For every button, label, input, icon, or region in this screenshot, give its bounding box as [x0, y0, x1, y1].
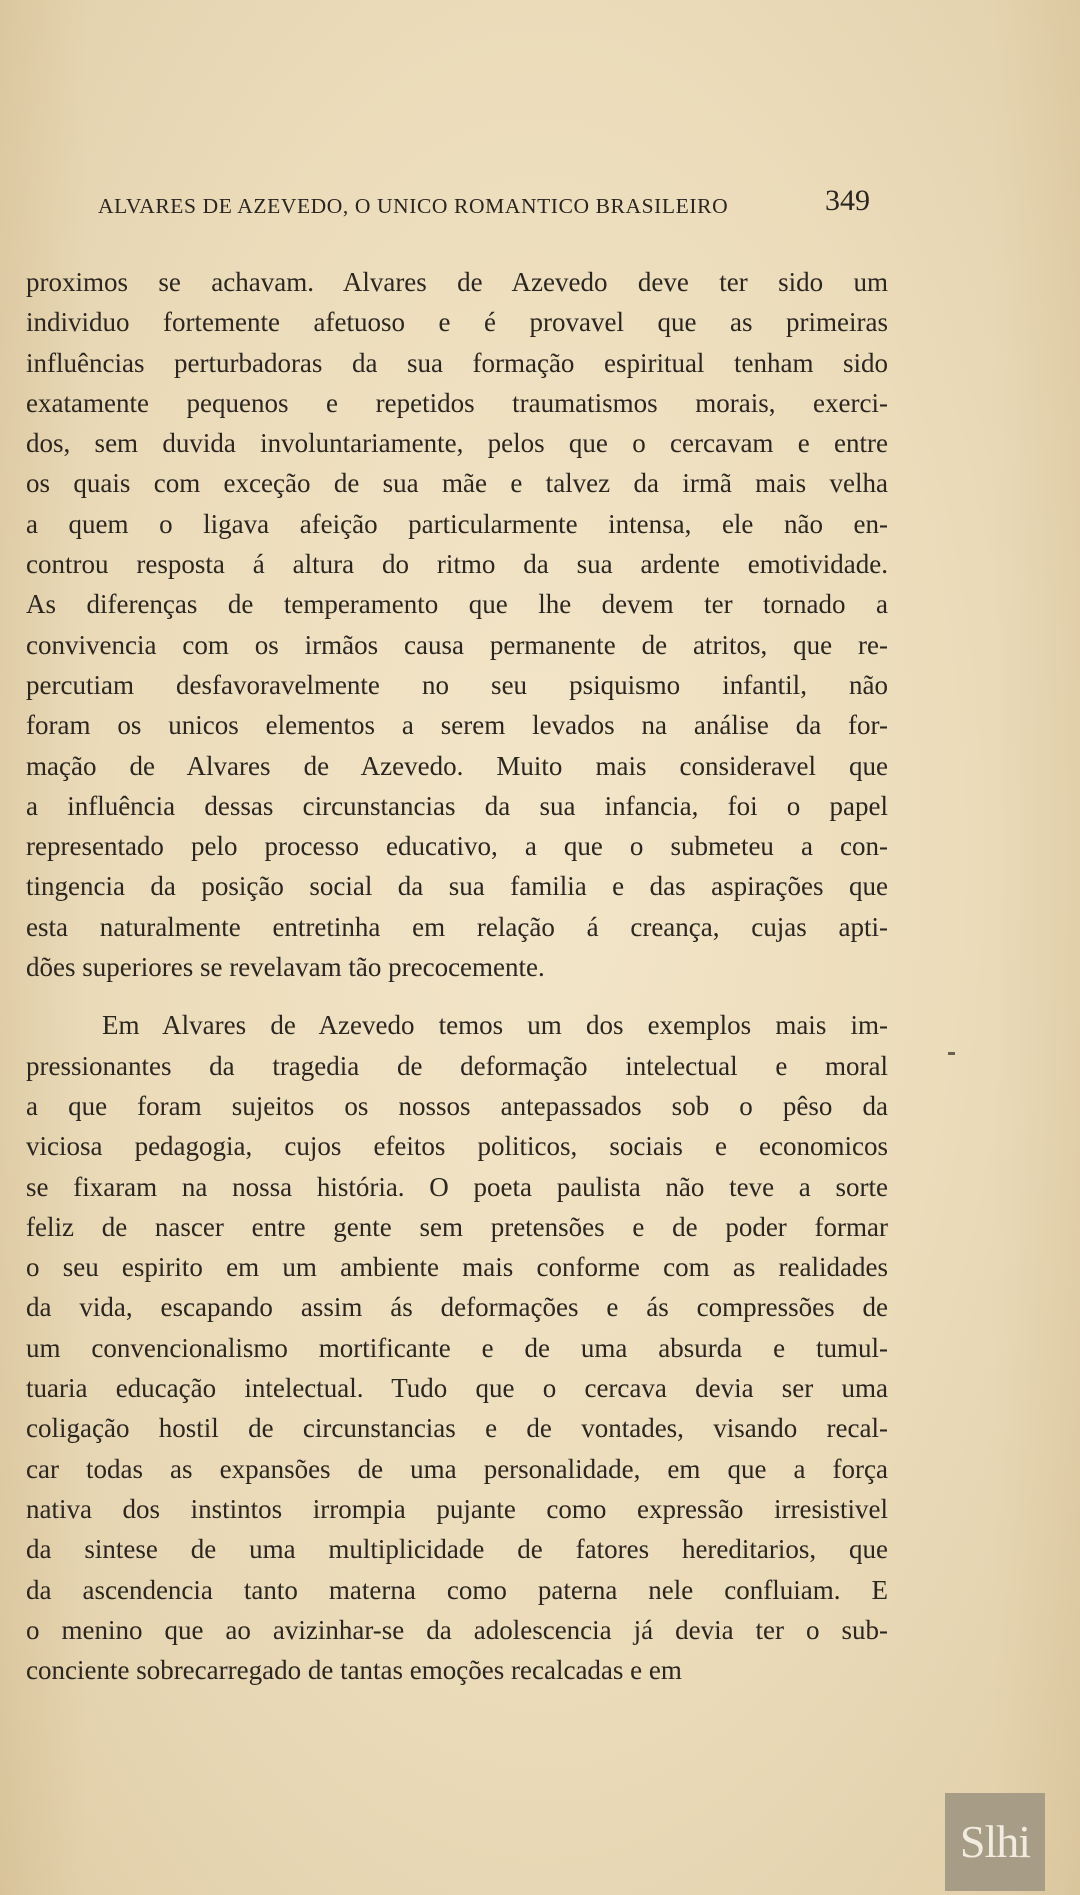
text-line: coligação hostil de circunstancias e de vontades, visando recal- — [26, 1413, 888, 1444]
text-line: viciosa pedagogia, cujos efeitos politicos, sociais e economicos — [26, 1131, 888, 1162]
text-line: exatamente pequenos e repetidos traumatismos morais, exerci- — [26, 387, 888, 418]
text-line: convivencia com os irmãos causa permanente de atritos, que re- — [26, 629, 888, 660]
text-line: tingencia da posição social da sua familia e das aspirações que — [26, 871, 888, 902]
margin-mark — [948, 1052, 955, 1055]
body-text — [26, 262, 888, 1690]
running-title: ALVARES DE AZEVEDO, O UNICO ROMANTICO BRASILEIRO — [98, 194, 729, 218]
text-line: individuo fortemente afetuoso e é provavel que as primeiras — [26, 307, 888, 338]
text-line: influências perturbadoras da sua formação espiritual tenham sido — [26, 347, 888, 378]
text-line: representado pelo processo educativo, a que o submeteu a con- — [26, 831, 888, 862]
text-line: proximos se achavam. Alvares de Azevedo deve ter sido um — [26, 267, 888, 297]
text-line: o menino que ao avizinhar-se da adolescencia já devia ter o sub- — [26, 1614, 888, 1645]
text-line: da sintese de uma multiplicidade de fatores hereditarios, que — [26, 1534, 888, 1565]
text-line: dões superiores se revelavam tão precocemente. — [26, 952, 545, 983]
text-line: feliz de nascer entre gente sem pretensões e de poder formar — [26, 1211, 888, 1242]
running-head — [98, 180, 878, 230]
text-line: da ascendencia tanto materna como paterna nele confluiam. E — [26, 1574, 888, 1605]
text-line: os quais com exceção de sua mãe e talvez da irmã mais velha — [26, 468, 888, 499]
text-line: a que foram sujeitos os nossos antepassados sob o pêso da — [26, 1090, 888, 1121]
text-line: da vida, escapando assim ás deformações e ás compressões de — [26, 1292, 888, 1323]
text-line: a quem o ligava afeição particularmente intensa, ele não en- — [26, 508, 888, 539]
text-line: esta naturalmente entretinha em relação á creança, cujas apti- — [26, 911, 888, 942]
page-number: 349 — [825, 184, 870, 217]
text-line: pressionantes da tragedia de deformação intelectual e moral — [26, 1050, 888, 1081]
text-line: foram os unicos elementos a serem levados na análise da for- — [26, 710, 888, 741]
paragraph-gap — [26, 987, 888, 1005]
text-line: controu resposta á altura do ritmo da sua ardente emotividade. — [26, 549, 888, 580]
text-line: nativa dos instintos irrompia pujante como expressão irresistivel — [26, 1493, 888, 1524]
text-line: As diferenças de temperamento que lhe devem ter tornado a — [26, 589, 888, 620]
text-line: Em Alvares de Azevedo temos um dos exemplos mais im- — [102, 1010, 888, 1041]
text-line: um convencionalismo mortificante e de uma absurda e tumul- — [26, 1332, 888, 1363]
paragraph — [26, 1005, 888, 1690]
library-watermark-logo: Slhi — [945, 1793, 1045, 1891]
text-line: o seu espirito em um ambiente mais conforme com as realidades — [26, 1252, 888, 1283]
text-line: a influência dessas circunstancias da sua infancia, foi o papel — [26, 790, 888, 821]
text-line: conciente sobrecarregado de tantas emoções recalcadas e em — [26, 1655, 682, 1686]
text-line: dos, sem duvida involuntariamente, pelos que o cercavam e entre — [26, 428, 888, 459]
text-line: se fixaram na nossa história. O poeta paulista não teve a sorte — [26, 1171, 888, 1202]
text-line: car todas as expansões de uma personalidade, em que a força — [26, 1453, 888, 1484]
text-line: tuaria educação intelectual. Tudo que o cercava devia ser uma — [26, 1373, 888, 1404]
text-line: percutiam desfavoravelmente no seu psiquismo infantil, não — [26, 669, 888, 700]
text-line: mação de Alvares de Azevedo. Muito mais consideravel que — [26, 750, 888, 781]
paragraph — [26, 262, 888, 987]
